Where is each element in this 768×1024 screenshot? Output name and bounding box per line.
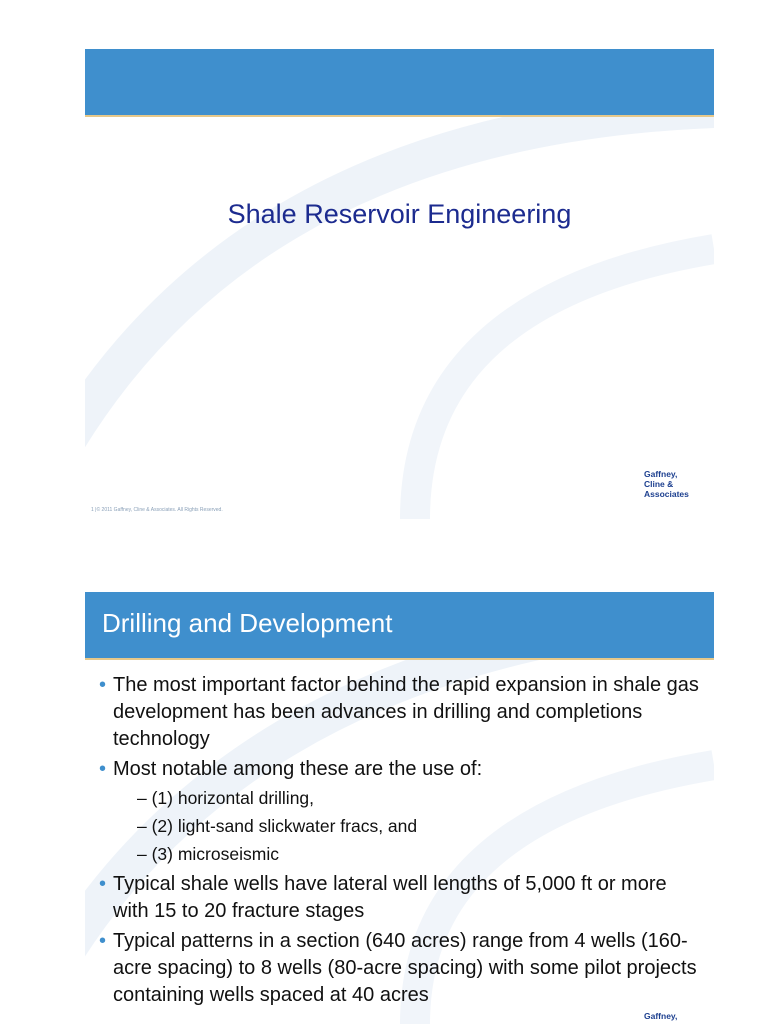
bullet-item xyxy=(99,928,699,1009)
bullet-item xyxy=(99,756,699,783)
bullet-dot-icon: • xyxy=(99,758,107,780)
logo-line: Gaffney, xyxy=(644,469,678,479)
bullet-list xyxy=(99,672,699,1012)
bullet-item xyxy=(99,672,699,753)
background-arc-decoration xyxy=(85,49,714,519)
sub-bullet-item: – (3) microseismic xyxy=(137,844,279,864)
bullet-dot-icon: • xyxy=(99,930,107,952)
slide-heading: Drilling and Development xyxy=(102,608,393,638)
bullet-text: Typical shale wells have lateral well lengths of 5,000 ft or more with 15 to 20 fracture stages xyxy=(113,873,667,922)
bullet-text: Typical patterns in a section (640 acres) range from 4 wells (160-acre spacing) to 8 wells (80-acre spacing) with some pilot projects containing wells spaced at 40 acres xyxy=(113,930,697,1006)
slide-title-page xyxy=(85,49,714,519)
slide-footer xyxy=(91,507,223,513)
logo-line: Associates xyxy=(644,489,689,499)
slide-title: Shale Reservoir Engineering xyxy=(227,199,572,229)
header-bar xyxy=(85,592,714,660)
header-bar xyxy=(85,49,714,117)
company-logo: Gaffney, xyxy=(644,1011,678,1021)
bullet-item xyxy=(99,871,699,925)
sub-bullet-item: – (1) horizontal drilling, xyxy=(137,788,315,808)
logo-line: Cline & xyxy=(644,479,674,489)
page-number: 1 xyxy=(91,507,94,513)
bullet-dot-icon: • xyxy=(99,674,107,696)
company-logo xyxy=(644,469,689,499)
bullet-dot-icon: • xyxy=(99,873,107,895)
bullet-text: Most notable among these are the use of: xyxy=(113,758,483,780)
slide-drilling-development xyxy=(85,575,714,1024)
copyright-text: |© 2011 Gaffney, Cline & Associates. All Rights Reserved. xyxy=(95,507,223,513)
bullet-text: The most important factor behind the rapid expansion in shale gas development has been advances in drilling and completions technology xyxy=(113,674,699,750)
sub-bullet-item: – (2) light-sand slickwater fracs, and xyxy=(137,816,418,836)
